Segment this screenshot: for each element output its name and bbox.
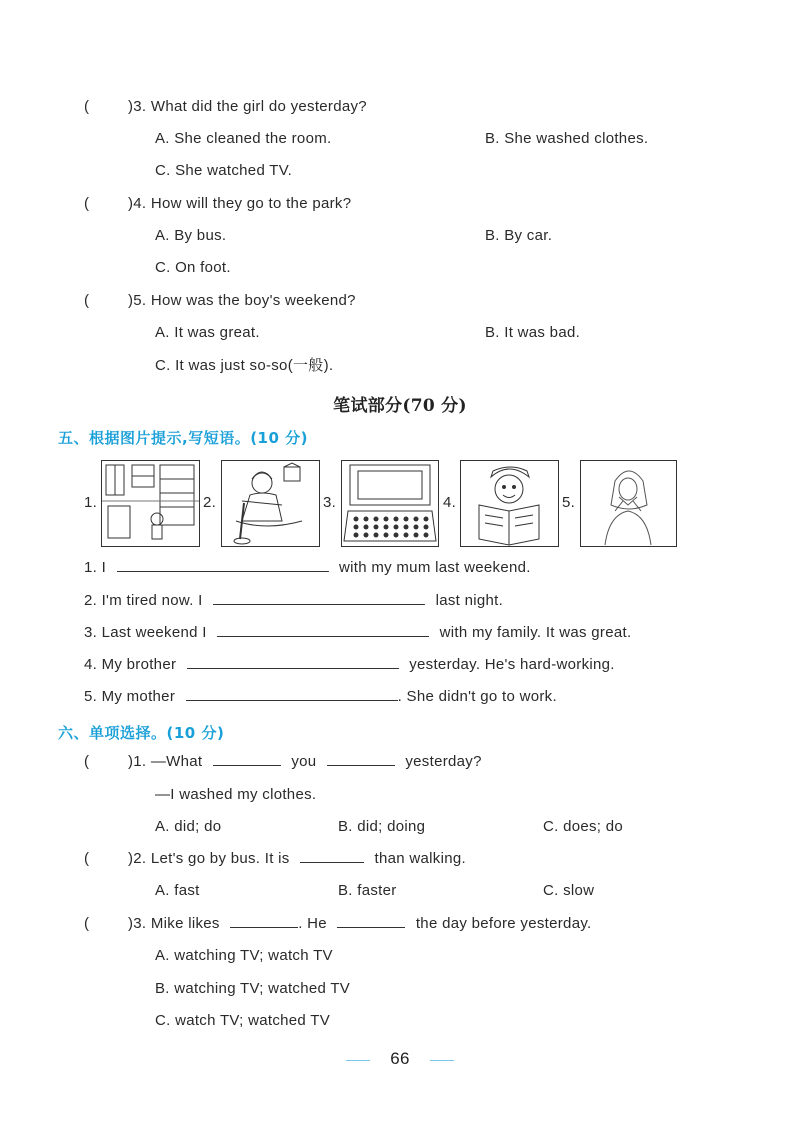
option-b: B. By car. [485,227,553,244]
sentence-end: last night. [435,592,504,609]
sentence-end: . She didn't go to work. [397,688,557,705]
sentence-start: 4. My brother [84,656,177,673]
phrase-sentence-2 [84,593,503,608]
computer-picture [341,460,439,547]
question-part: . He [298,915,327,932]
question-part: the day before yesterday. [415,915,592,932]
phrase-sentence-3 [84,625,631,640]
answer-paren[interactable]: ( [84,292,90,309]
question-part: you [291,753,317,770]
question-part: than walking. [374,850,466,867]
option-c: C. does; do [543,818,624,835]
option-a: A. did; do [155,818,222,835]
question-text: )4. How will they go to the park? [128,195,352,212]
answer-paren[interactable]: ( [84,850,90,867]
phrase-sentence-1 [84,560,531,575]
sentence-start: 1. I [84,559,107,576]
picture-number: 1. [84,494,98,511]
answer-blank[interactable] [213,604,425,605]
question-text: )3. What did the girl do yesterday? [128,98,367,115]
choice-question-1 [128,754,482,769]
option-a: A. She cleaned the room. [155,130,332,147]
sentence-end: with my mum last weekend. [338,559,531,576]
option-b: B. did; doing [338,818,426,835]
answer-blank[interactable] [327,765,395,766]
sentence-start: 2. I'm tired now. I [84,592,203,609]
sentence-start: 3. Last weekend I [84,624,207,641]
answer-line: —I washed my clothes. [155,786,317,803]
question-part: )2. Let's go by bus. It is [128,850,290,867]
option-c: C. She watched TV. [155,162,293,179]
option-a: A. By bus. [155,227,227,244]
answer-blank[interactable] [300,862,364,863]
phrase-sentence-4 [84,657,615,672]
answer-blank[interactable] [217,636,429,637]
option-c: C. It was just so-so(一般). [155,357,334,374]
phrase-sentence-5 [84,689,557,704]
room-cleaning-picture [101,460,200,547]
section5-title: 五、根据图片提示,写短语。(10 分) [58,429,309,447]
question-text: )5. How was the boy's weekend? [128,292,356,309]
footer-rule-right [430,1060,454,1061]
answer-blank[interactable] [187,668,399,669]
answer-blank[interactable] [337,927,405,928]
picture-number: 4. [443,494,457,511]
picture-number: 2. [203,494,217,511]
answer-paren[interactable]: ( [84,753,90,770]
sentence-end: with my family. It was great. [439,624,632,641]
question-part: yesterday? [405,753,482,770]
page-number: 66 [390,1049,410,1068]
option-b: B. She washed clothes. [485,130,649,147]
answer-blank[interactable] [186,700,398,701]
answer-blank[interactable] [213,765,281,766]
answer-paren[interactable]: ( [84,915,90,932]
choice-question-3 [128,916,592,931]
option-c: C. On foot. [155,259,231,276]
section6-title: 六、单项选择。(10 分) [58,724,225,742]
answer-blank[interactable] [117,571,329,572]
option-a: A. fast [155,882,200,899]
option-c: C. watch TV; watched TV [155,1012,331,1029]
question-part: )3. Mike likes [128,915,220,932]
sentence-end: yesterday. He's hard-working. [409,656,615,673]
written-part-title: 笔试部分(70 分) [333,396,467,416]
answer-blank[interactable] [230,927,298,928]
sweeping-floor-picture [221,460,320,547]
reading-book-picture [460,460,559,547]
picture-number: 3. [323,494,337,511]
answer-paren[interactable]: ( [84,195,90,212]
question-part: )1. —What [128,753,203,770]
option-b: B. watching TV; watched TV [155,980,351,997]
sentence-start: 5. My mother [84,688,176,705]
choice-question-2 [128,851,466,866]
option-a: A. It was great. [155,324,260,341]
sick-woman-picture [580,460,677,547]
answer-paren[interactable]: ( [84,98,90,115]
option-c: C. slow [543,882,595,899]
option-b: B. faster [338,882,397,899]
option-a: A. watching TV; watch TV [155,947,333,964]
option-b: B. It was bad. [485,324,581,341]
picture-number: 5. [562,494,576,511]
